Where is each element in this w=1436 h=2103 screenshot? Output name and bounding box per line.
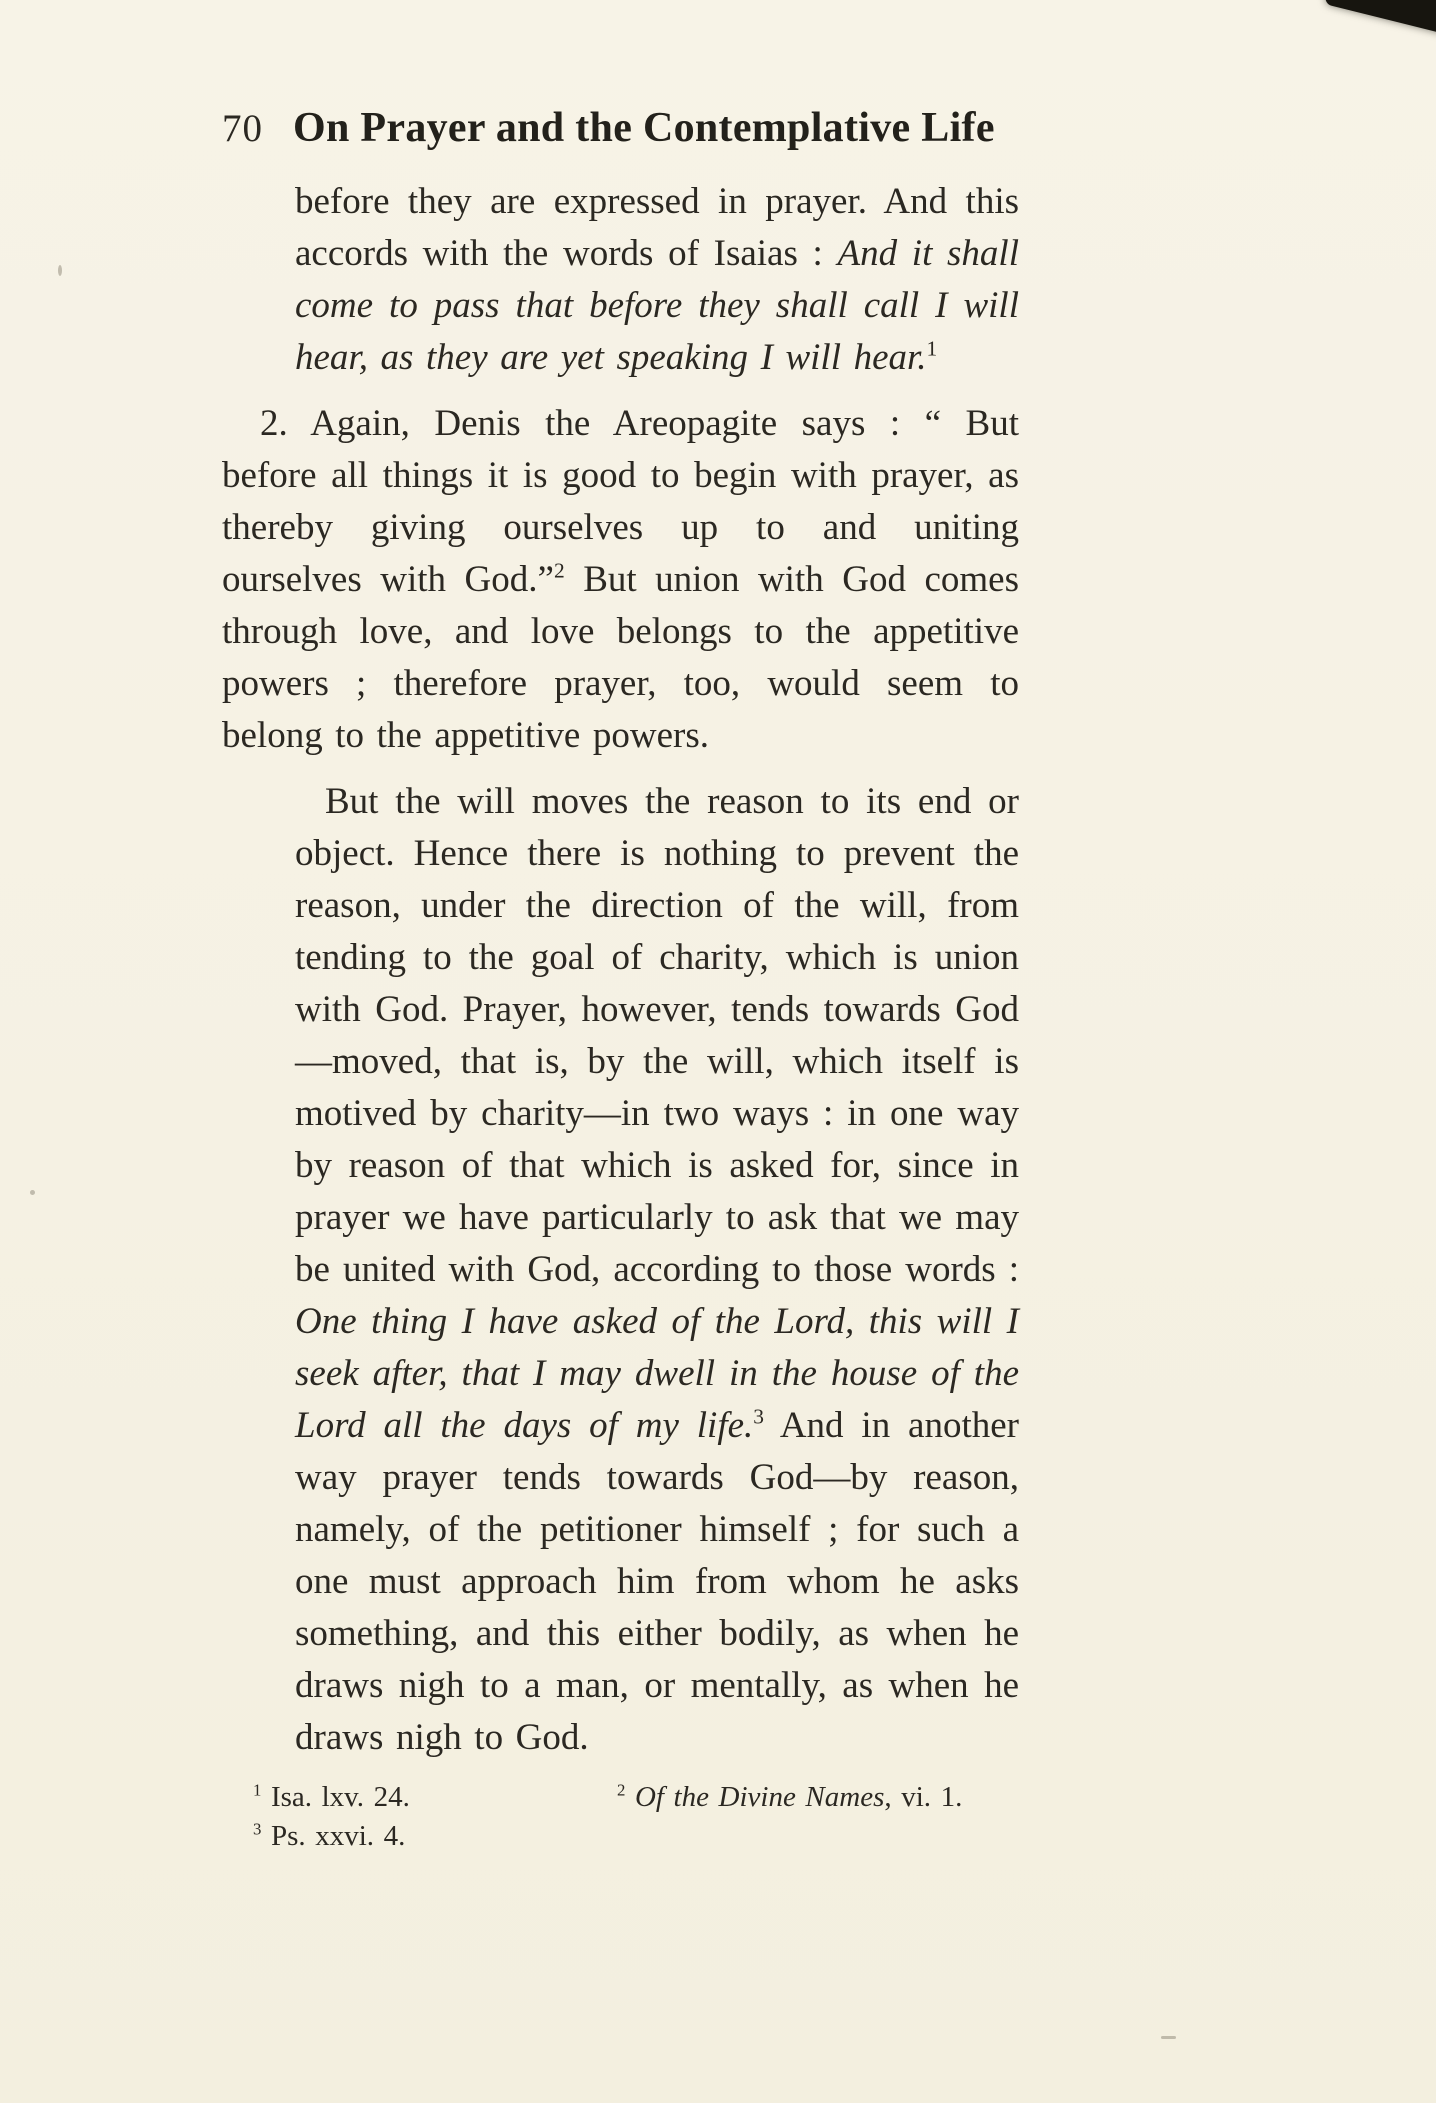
footnote-marker: 3 — [253, 1819, 262, 1839]
scripture-quote: One thing I have asked of the Lord, this will I seek after, that I may dwell in the house of the Lord all the days of my life. — [295, 1301, 1019, 1446]
footnote-ref-1: 1 — [926, 336, 938, 361]
text-segment: And in another way prayer tends towards God—by reason, namely, of the petitioner himself ; for such a one must approach him from whom he asks something, and this either bodily, as when he draws nigh to a man, or mentally, as when he draws nigh to God. — [295, 1405, 1019, 1758]
footnote-marker: 1 — [253, 1780, 262, 1800]
text-segment: But union with God comes through love, and love belongs to the appetitive powers ; therefore prayer, too, would seem to belong to the appetitive powers. — [222, 559, 1020, 756]
paragraph-will-and-reason — [295, 776, 1019, 1764]
footnote-ref-2: 2 — [553, 558, 565, 583]
footnote-row — [253, 1817, 1019, 1856]
footnote-psalms — [253, 1817, 617, 1856]
scan-corner-artifact — [1324, 0, 1436, 35]
scan-speck — [1161, 2036, 1176, 2039]
paragraph-denis-areopagite — [222, 398, 1019, 762]
page-content — [222, 104, 1019, 1856]
scripture-quote: And it shall come to pass that before they shall call I will hear, as they are yet speaking I will hear. — [295, 233, 1019, 378]
page-header — [222, 104, 1019, 152]
footnote-isaias — [253, 1778, 617, 1817]
scan-speck — [30, 1190, 35, 1195]
footnote-text: Ps. xxvi. 4. — [270, 1820, 406, 1852]
footnote-text: Isa. lxv. 24. — [270, 1781, 410, 1813]
text-segment: before they are expressed in prayer. And this accords with the words of Isaias : — [295, 181, 1019, 274]
footnote-divine-names — [617, 1778, 1019, 1817]
page-title: On Prayer and the Contemplative Life — [293, 105, 995, 151]
footnote-ref-3: 3 — [753, 1404, 765, 1429]
quote-block-isaias — [295, 176, 1019, 384]
text-segment: But the will moves the reason to its end or object. Hence there is nothing to prevent the reason, under the direction of the will, from tending to the goal of charity, which is union with God. Prayer, however, tends towards God—moved, that is, by the will, which itself is motived by charity—in two ways : in one way by reason of that which is asked for, since in prayer we have particularly to ask that we may be united with God, according to those words : — [295, 781, 1019, 1290]
footnotes — [222, 1778, 1019, 1856]
footnote-work-title: Of the Divine Names — [634, 1781, 885, 1813]
footnote-row — [253, 1778, 1019, 1817]
page-number: 70 — [222, 107, 263, 150]
text-segment: 2. Again, Denis the Areopagite says : “ But before all things it is good to begin with prayer, as thereby giving ourselves up to and uniting ourselves with God.” — [222, 403, 1019, 600]
footnote-marker: 2 — [617, 1780, 626, 1800]
footnote-text: , vi. 1. — [884, 1781, 963, 1813]
scan-speck — [58, 265, 62, 276]
